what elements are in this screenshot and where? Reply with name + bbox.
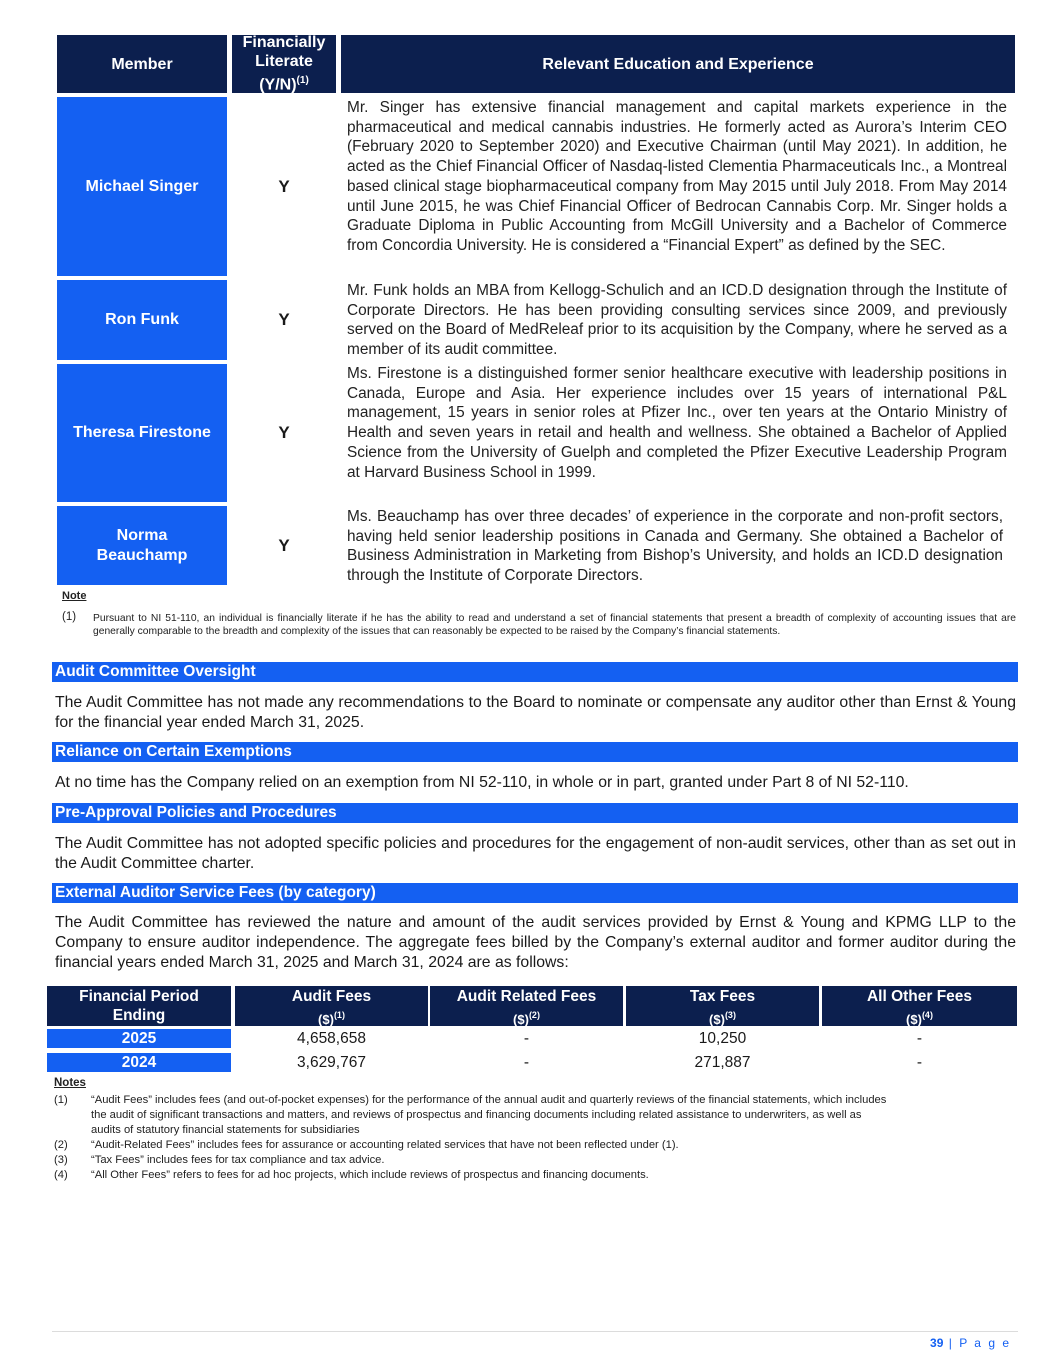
member-name: Ron Funk — [105, 311, 179, 328]
section-text-audit-oversight: The Audit Committee has not made any recommendations to the Board to nominate or compensate any auditor other than Ernst & Young for the financial year ended March 31, 2025. — [55, 694, 1016, 731]
fees-audit-2025: 4,658,658 — [297, 1030, 366, 1047]
member-name: Theresa Firestone — [73, 424, 211, 441]
fees-header-other-line1: All Other Fees — [866, 988, 973, 1005]
section-text-exemptions: At no time has the Company relied on an exemption from NI 52-110, in whole or in part, granted under Part 8 of NI 52-110. — [55, 774, 909, 791]
fee-note-item — [54, 1168, 1024, 1183]
member-name-cell — [57, 280, 227, 360]
member-name-cell — [57, 506, 227, 585]
fees-related-2024: - — [523, 1054, 530, 1071]
section-text-pre-approval: The Audit Committee has not adopted specific policies and procedures for the engagement of non-audit services, other than as set out in the Audit Committee charter. — [55, 835, 1016, 872]
fee-note-line: audits of statutory financial statements for subsidiaries — [91, 1124, 360, 1136]
fees-header-other-line2 — [822, 1006, 1017, 1029]
fees-header-related — [430, 986, 623, 1026]
page-label: P a g e — [959, 1336, 1011, 1350]
fees-header-period-line1: Financial Period — [79, 988, 199, 1005]
fees-header-period-line2: Ending — [112, 1007, 166, 1024]
fees-header-related-line2 — [430, 1006, 623, 1029]
fee-note-item — [54, 1093, 1024, 1137]
header-literate-sup: (1) — [296, 75, 309, 87]
fee-note-line: “Audit-Related Fees” includes fees for assurance or accounting related services that have not been reflected under (1). — [91, 1139, 679, 1151]
fees-header-tax-line1: Tax Fees — [689, 988, 756, 1005]
member-literate: Y — [278, 535, 290, 555]
fee-note-line: “Audit Fees” includes fees (and out-of-pocket expenses) for the performance of the annual audit and quarterly reviews of the financial statements, which includes — [91, 1094, 887, 1106]
section-text-service-fees: The Audit Committee has reviewed the nature and amount of the audit services provided by Ernst & Young and KPMG LLP to the Company to ensure auditor independence. The aggregate fees billed by the Company’s external auditor and former auditor during the financial years ended March 31, 2025 and March 31, 2024 are as follows: — [55, 914, 1016, 971]
page-number — [930, 1336, 1011, 1350]
members-header-experience — [341, 35, 1015, 93]
member-literate-cell — [232, 280, 336, 360]
header-experience-label: Relevant Education and Experience — [542, 55, 814, 73]
header-literate-line3 — [259, 71, 309, 94]
fees-header-audit-sup: (1) — [333, 1010, 345, 1020]
member-name-cell — [57, 364, 227, 502]
member-name-line1: Norma — [116, 526, 168, 544]
fees-header-period — [47, 986, 231, 1026]
note-title: Note — [62, 590, 87, 602]
note-text-content: Pursuant to NI 51-110, an individual is financially literate if he has the ability to read and understand a set of financial statements that present a breadth of complexity of accounting issues that are generally comparable to the breadth and complexity of the issues that can reasonably be expected to be raised by the Company’s financial statements. — [93, 613, 1016, 637]
member-name-line2: Beauchamp — [96, 546, 188, 564]
member-literate: Y — [278, 176, 290, 196]
fees-related-2025: - — [523, 1030, 530, 1047]
fees-tax-2025: 10,250 — [698, 1030, 747, 1047]
fees-period-2025: 2025 — [47, 1029, 231, 1048]
fees-header-related-unit: ($) — [513, 1012, 529, 1028]
fees-header-tax-sup: (3) — [724, 1010, 736, 1020]
header-literate-line2: Literate — [255, 53, 313, 71]
fee-note-number: (4) — [54, 1169, 68, 1181]
page-number-value: 39 — [930, 1336, 944, 1350]
fees-header-audit-line1: Audit Fees — [291, 988, 372, 1005]
header-member-label: Member — [111, 55, 173, 73]
fees-period-2024: 2024 — [47, 1053, 231, 1072]
fees-header-audit-unit: ($) — [318, 1012, 334, 1028]
member-experience: Mr. Singer has extensive financial management and capital markets experience in the pharmaceutical and medical cannabis industries. He formerly acted as Aurora’s Interim CEO (February 2020 to September 2020) and Executive Chairman (until May 2021). In addition, he acted as the Chief Financial Officer of Nasdaq-listed Clementia Pharmaceuticals Inc., a Montreal based clinical stage biopharmaceutical company from May 2015 until July 2018. From May 2014 until June 2015, he was Chief Financial Officer of Bedrocan Cannabis Corp. Mr. Singer holds a Graduate Diploma in Public Accounting from McGill University and a Bachelor of Commerce from Concordia University. He is considered a “Financial Expert” as defined by the SEC. — [347, 99, 1007, 254]
fees-header-audit — [235, 986, 428, 1026]
fees-header-related-line1: Audit Related Fees — [456, 988, 597, 1005]
member-experience: Ms. Beauchamp has over three decades’ of experience in the corporate and non-profit sectors, having held senior leadership positions in Canada and Germany. She obtained a Bachelor of Business Administration in Marketing from Bishop’s University, and holds an ICD.D designation through the Institute of Corporate Directors. — [347, 508, 1003, 585]
section-heading-audit-oversight: Audit Committee Oversight — [52, 662, 1018, 682]
fees-header-tax-unit: ($) — [709, 1012, 725, 1028]
fee-note-item — [54, 1138, 1024, 1153]
fees-other-2025: - — [916, 1030, 923, 1047]
member-literate-cell — [232, 506, 336, 585]
fees-tax-2024: 271,887 — [694, 1054, 751, 1071]
member-literate: Y — [278, 310, 290, 329]
member-literate: Y — [278, 423, 290, 442]
members-header-literate — [232, 35, 336, 93]
fees-audit-2024: 3,629,767 — [297, 1054, 366, 1071]
fee-note-number: (2) — [54, 1139, 68, 1151]
fees-header-other-unit: ($) — [906, 1012, 922, 1028]
fees-header-related-sup: (2) — [528, 1010, 540, 1020]
fees-header-other — [822, 986, 1017, 1026]
fees-header-tax-line2 — [626, 1006, 819, 1029]
fees-header-other-sup: (4) — [921, 1010, 933, 1020]
fee-note-line: “Tax Fees” includes fees for tax compliance and tax advice. — [91, 1154, 385, 1166]
section-heading-service-fees: External Auditor Service Fees (by category) — [52, 883, 1018, 903]
fees-header-tax — [626, 986, 819, 1026]
member-name: Michael Singer — [85, 177, 199, 195]
header-literate-yn: (Y/N) — [259, 76, 297, 94]
fee-note-number: (3) — [54, 1154, 68, 1166]
fee-notes-list — [54, 1093, 1024, 1193]
note-text — [93, 612, 1016, 638]
fee-note-line: “All Other Fees” refers to fees for ad hoc projects, which include reviews of prospectus and financing documents. — [91, 1169, 649, 1181]
page-separator: | — [948, 1336, 954, 1350]
fee-notes-title: Notes — [54, 1077, 86, 1089]
section-heading-exemptions: Reliance on Certain Exemptions — [52, 742, 1018, 762]
section-heading-pre-approval: Pre-Approval Policies and Procedures — [52, 803, 1018, 823]
fee-note-number: (1) — [54, 1094, 68, 1106]
member-experience: Ms. Firestone is a distinguished former senior healthcare executive with leadership positions in Canada, Europe and Asia. Her experience includes over 15 years of international P&L management, 15 years in senior roles at Pfizer Inc., over ten years at the Ontario Ministry of Health and seven years in retail and health and wellness. She obtained a Bachelor of Applied Science from the University of Guelph and completed the Pfizer Executive Leadership Program at Harvard Business School in 1999. — [347, 365, 1007, 481]
note-number: (1) — [62, 611, 77, 623]
members-header-member — [57, 35, 227, 93]
fees-other-2024: - — [916, 1054, 923, 1071]
footer-divider — [52, 1331, 1018, 1332]
fees-header-audit-line2 — [235, 1006, 428, 1029]
member-literate-cell — [232, 364, 336, 502]
member-name-cell — [57, 97, 227, 276]
member-literate-cell — [232, 97, 336, 276]
header-literate-line1: Financially — [242, 34, 326, 52]
member-experience: Mr. Funk holds an MBA from Kellogg-Schulich and an ICD.D designation through the Institute of Corporate Directors. He has been providing consulting services since 2009, and previously served on the Board of MedReleaf prior to its acquisition by the Company, where he served as a member of its audit committee. — [347, 282, 1007, 359]
fee-note-line: the audit of significant transactions and matters, and reviews of prospectus and financing documents including related assistance to underwriters, as well as — [91, 1109, 862, 1121]
fee-note-item — [54, 1153, 1024, 1168]
